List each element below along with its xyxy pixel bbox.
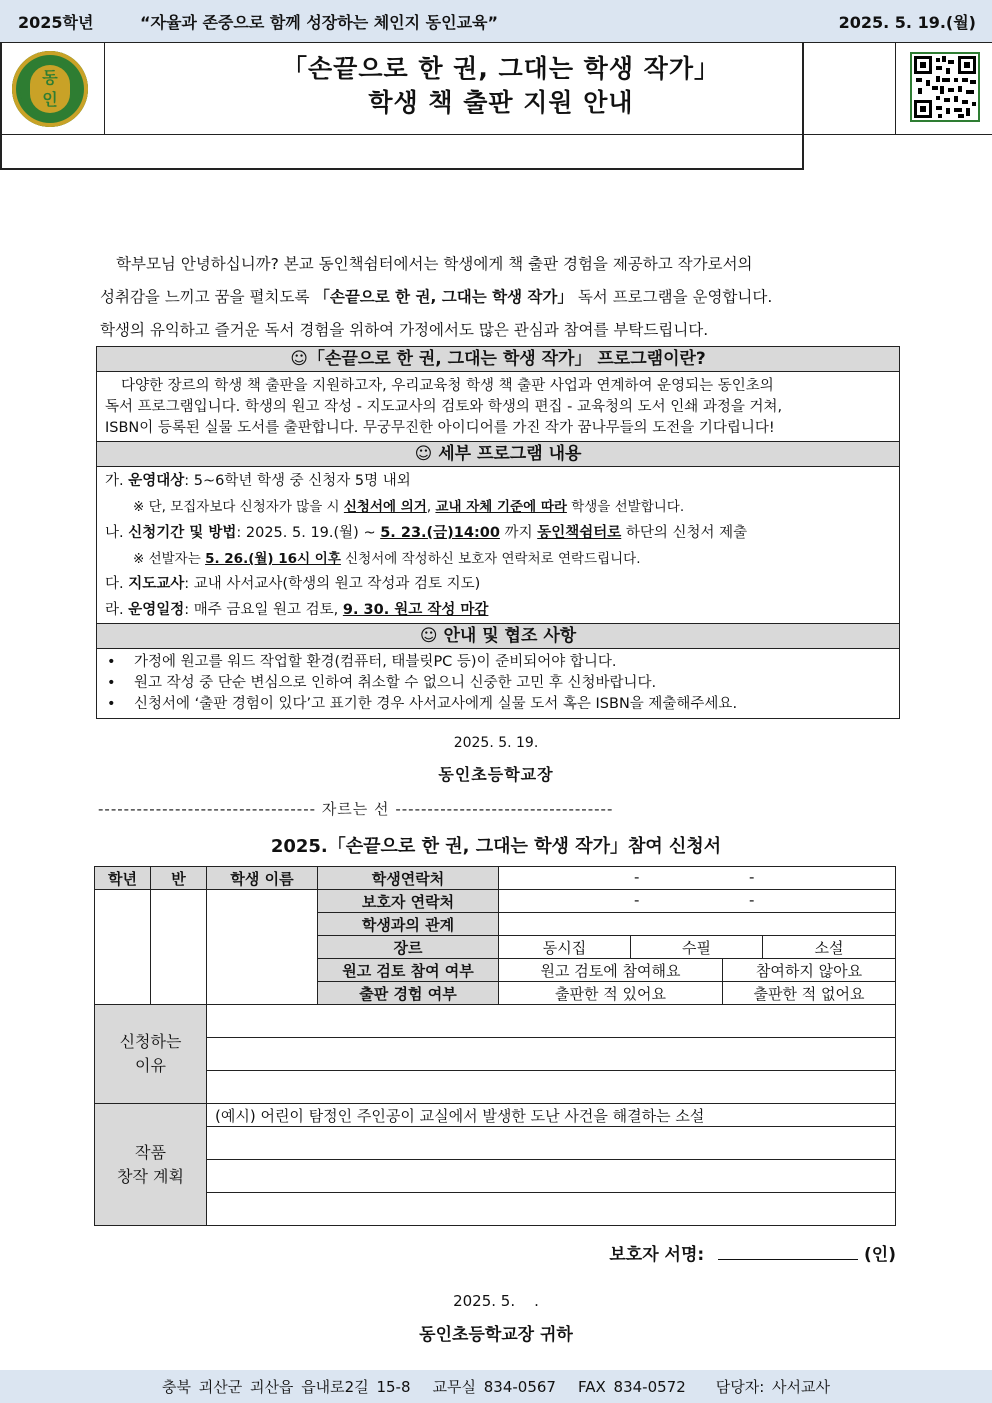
relation-field[interactable] bbox=[499, 913, 896, 936]
header-contact-row bbox=[0, 1370, 992, 1403]
header-name: 학생 이름 bbox=[207, 867, 318, 890]
review-option-yes[interactable]: 원고 검토에 참여해요 bbox=[499, 959, 723, 982]
note-text: , bbox=[426, 499, 436, 515]
about-line: ISBN이 등록된 실물 도서를 출판합니다. 무궁무진한 아이디어를 가진 작가 꿈나무들의 도전을 기다립니다! bbox=[105, 420, 775, 436]
intro-text: 성취감을 느끼고 꿈을 펼치도록 bbox=[100, 288, 315, 306]
reason-label-line: 신청하는 bbox=[119, 1032, 182, 1051]
class-field[interactable] bbox=[151, 890, 207, 1005]
label-publish: 출판 경험 여부 bbox=[318, 982, 499, 1005]
detail-text: : 매주 금요일 원고 검토, bbox=[184, 602, 343, 618]
signature-label: 보호자 서명: bbox=[609, 1245, 705, 1265]
detail-text: : 5~6학년 학생 중 신청자 5명 내외 bbox=[184, 473, 411, 489]
plan-example: (예시) 어린이 탐정인 주인공이 교실에서 발생한 도난 사건을 해결하는 소설 bbox=[207, 1104, 896, 1127]
plan-line-2[interactable] bbox=[207, 1160, 896, 1193]
plan-line-3[interactable] bbox=[207, 1193, 896, 1226]
detail-label: 운영일정 bbox=[128, 602, 185, 618]
reason-line-2[interactable] bbox=[207, 1038, 896, 1071]
detail-prefix: 다. bbox=[105, 576, 124, 592]
genre-option-novel[interactable]: 소설 bbox=[763, 936, 896, 959]
principal-signature: 동인초등학교장 bbox=[438, 765, 554, 784]
reason-line-1[interactable] bbox=[207, 1005, 896, 1038]
student-phone-field[interactable] bbox=[499, 867, 896, 890]
note-text: ※ 선발자는 bbox=[133, 551, 206, 567]
plan-label-line: 작품 bbox=[135, 1142, 166, 1162]
header-class: 반 bbox=[151, 867, 207, 890]
divider bbox=[895, 42, 896, 134]
plan-label bbox=[95, 1104, 207, 1226]
list-item: • 가정에 원고를 워드 작업할 환경(컴퓨터, 태블릿PC 등)이 준비되어야 합니다. bbox=[107, 654, 617, 670]
header-date: 2025. 5. 19.(월) bbox=[838, 12, 976, 32]
label-genre: 장르 bbox=[318, 936, 499, 959]
detail-text: : 교내 사서교사(학생의 원고 작성과 검토 지도) bbox=[184, 576, 481, 592]
office-phone: 교무실 834-0567 bbox=[432, 1378, 556, 1396]
section-heading-notice: ☺ 안내 및 협조 사항 bbox=[97, 624, 899, 649]
header-top-row bbox=[0, 0, 992, 43]
deadline: 9. 30. 원고 작성 마감 bbox=[342, 602, 489, 618]
detail-label: 운영대상 bbox=[128, 473, 185, 489]
reason-line-3[interactable] bbox=[207, 1071, 896, 1104]
notice-text: 신청서에 ‘출판 경험이 있다’고 표기한 경우 사서교사에게 실물 도서 혹은 ISBN을 제출해주세요. bbox=[134, 696, 738, 712]
phone-dash: - bbox=[749, 891, 755, 909]
fax: FAX 834-0572 bbox=[577, 1377, 686, 1396]
recipient: 동인초등학교장 귀하 bbox=[419, 1325, 573, 1345]
about-line: 독서 프로그램입니다. 학생의 원고 작성 - 지도교사의 검토와 학생의 편집 - 교육청의 도서 인쇄 과정을 거쳐, bbox=[105, 399, 783, 415]
program-name: 「손끝으로 한 권, 그대는 학생 작가」 bbox=[314, 288, 573, 306]
submit-date: 2025. 5. . bbox=[453, 1292, 539, 1310]
deadline: 5. 23.(금)14:00 bbox=[380, 525, 500, 541]
guardian-signature bbox=[609, 1240, 896, 1265]
note-emph: 신청서에 의거 bbox=[343, 499, 427, 515]
form-title: 2025.「손끝으로 한 권, 그대는 학생 작가」참여 신청서 bbox=[270, 836, 722, 857]
publish-option-no[interactable]: 출판한 적 없어요 bbox=[723, 982, 896, 1005]
notice-list bbox=[107, 653, 891, 716]
reason-label-line: 이유 bbox=[135, 1056, 166, 1075]
phone-dash: - bbox=[634, 891, 640, 909]
contact-person: 담당자: 사서교사 bbox=[715, 1378, 831, 1396]
logo-emblem bbox=[30, 65, 70, 113]
title-line-1: 「손끝으로 한 권, 그대는 학생 작가」 bbox=[282, 54, 720, 83]
note-text: ※ 단, 모집자보다 신청자가 많을 시 bbox=[133, 499, 344, 515]
submit-place: 동인책쉼터로 bbox=[537, 525, 622, 541]
label-review: 원고 검토 참여 여부 bbox=[318, 959, 499, 982]
intro-line-2 bbox=[100, 281, 892, 314]
phone-dash: - bbox=[749, 868, 755, 886]
seal-mark: (인) bbox=[864, 1245, 896, 1265]
intro-text: 독서 프로그램을 운영합니다. bbox=[572, 288, 773, 306]
logo-text-1: 동 bbox=[42, 68, 58, 87]
detail-b-note bbox=[133, 550, 891, 568]
divider bbox=[104, 42, 105, 134]
note-emph: 5. 26.(월) 16시 이후 bbox=[205, 551, 341, 567]
signature-field[interactable] bbox=[718, 1241, 858, 1260]
detail-a bbox=[105, 472, 891, 490]
detail-b bbox=[105, 524, 891, 542]
detail-c bbox=[105, 575, 891, 593]
genre-option-essay[interactable]: 수필 bbox=[631, 936, 763, 959]
publish-option-yes[interactable]: 출판한 적 있어요 bbox=[499, 982, 723, 1005]
detail-d bbox=[105, 601, 891, 619]
school-year: 2025학년 bbox=[18, 12, 94, 32]
page-title bbox=[106, 52, 896, 120]
list-item: • 원고 작성 중 단순 변심으로 인하여 취소할 수 없으니 신중한 고민 후 신청바랍니다. bbox=[107, 675, 657, 691]
notice-text: 원고 작성 중 단순 변심으로 인하여 취소할 수 없으니 신중한 고민 후 신청바랍니다. bbox=[134, 675, 657, 691]
label-student-phone: 학생연락처 bbox=[318, 867, 499, 890]
notice-date: 2025. 5. 19. bbox=[453, 735, 539, 751]
note-text: 학생을 선발합니다. bbox=[566, 499, 685, 515]
detail-text: 하단의 신청서 제출 bbox=[621, 525, 748, 541]
detail-prefix: 라. bbox=[105, 602, 124, 618]
detail-label: 신청기간 및 방법 bbox=[128, 525, 237, 541]
name-field[interactable] bbox=[207, 890, 318, 1005]
genre-option-poetry[interactable]: 동시집 bbox=[499, 936, 631, 959]
intro-line-3: 학생의 유익하고 즐거운 독서 경험을 위하여 가정에서도 많은 관심과 참여를 부탁드립니다. bbox=[100, 321, 709, 339]
plan-line-1[interactable] bbox=[207, 1127, 896, 1160]
cut-line bbox=[98, 798, 898, 819]
grade-field[interactable] bbox=[95, 890, 151, 1005]
application-form bbox=[94, 866, 896, 1226]
detail-a-note bbox=[133, 498, 891, 516]
dashes: ---------------------------------- bbox=[98, 800, 317, 818]
detail-prefix: 가. bbox=[105, 473, 124, 489]
title-line-2: 학생 책 출판 지원 안내 bbox=[368, 88, 634, 117]
label-parent-phone: 보호자 연락처 bbox=[318, 890, 499, 913]
parent-phone-field[interactable] bbox=[499, 890, 896, 913]
about-line: 다양한 장르의 학생 책 출판을 지원하고자, 우리교육청 학생 책 출판 사업과 연계하여 운영되는 동인초의 bbox=[121, 378, 774, 394]
motto: “자율과 존중으로 함께 성장하는 체인지 동인교육” bbox=[140, 12, 499, 32]
plan-label-line: 창작 계획 bbox=[117, 1166, 184, 1186]
intro-line-1: 학부모님 안녕하십니까? 본교 동인책쉼터에서는 학생에게 책 출판 경험을 제공하고 작가로서의 bbox=[116, 255, 753, 273]
dashes: ---------------------------------- bbox=[395, 800, 614, 818]
detail-prefix: 나. bbox=[105, 525, 124, 541]
about-body bbox=[105, 376, 891, 439]
school-logo-icon bbox=[12, 51, 88, 127]
header-title-row bbox=[0, 42, 992, 135]
phone-dash: - bbox=[634, 868, 640, 886]
section-heading-details: ☺ 세부 프로그램 내용 bbox=[97, 442, 899, 467]
address: 충북 괴산군 괴산읍 읍내로2길 15-8 bbox=[161, 1378, 411, 1396]
logo-text-2: 인 bbox=[42, 90, 58, 109]
note-emph: 교내 자체 기준에 따라 bbox=[435, 499, 567, 515]
label-relation: 학생과의 관계 bbox=[318, 913, 499, 936]
list-item: • 신청서에 ‘출판 경험이 있다’고 표기한 경우 사서교사에게 실물 도서 혹은 ISBN을 제출해주세요. bbox=[107, 696, 738, 712]
header-grade: 학년 bbox=[95, 867, 151, 890]
reason-label bbox=[95, 1005, 207, 1104]
detail-text: : 2025. 5. 19.(월) ~ bbox=[236, 525, 381, 541]
detail-text: 까지 bbox=[499, 525, 538, 541]
qr-code-icon[interactable] bbox=[910, 52, 980, 122]
detail-label: 지도교사 bbox=[128, 576, 185, 592]
info-box bbox=[96, 346, 900, 719]
section-heading-about: ☺「손끝으로 한 권, 그대는 학생 작가」 프로그램이란? bbox=[97, 347, 899, 372]
cut-label: 자르는 선 bbox=[321, 800, 390, 818]
notice-text: 가정에 원고를 워드 작업할 환경(컴퓨터, 태블릿PC 등)이 준비되어야 합니다. bbox=[134, 654, 617, 670]
note-text: 신청서에 작성하신 보호자 연락처로 연락드립니다. bbox=[340, 551, 641, 567]
intro-paragraph bbox=[100, 248, 892, 347]
review-option-no[interactable]: 참여하지 않아요 bbox=[723, 959, 896, 982]
